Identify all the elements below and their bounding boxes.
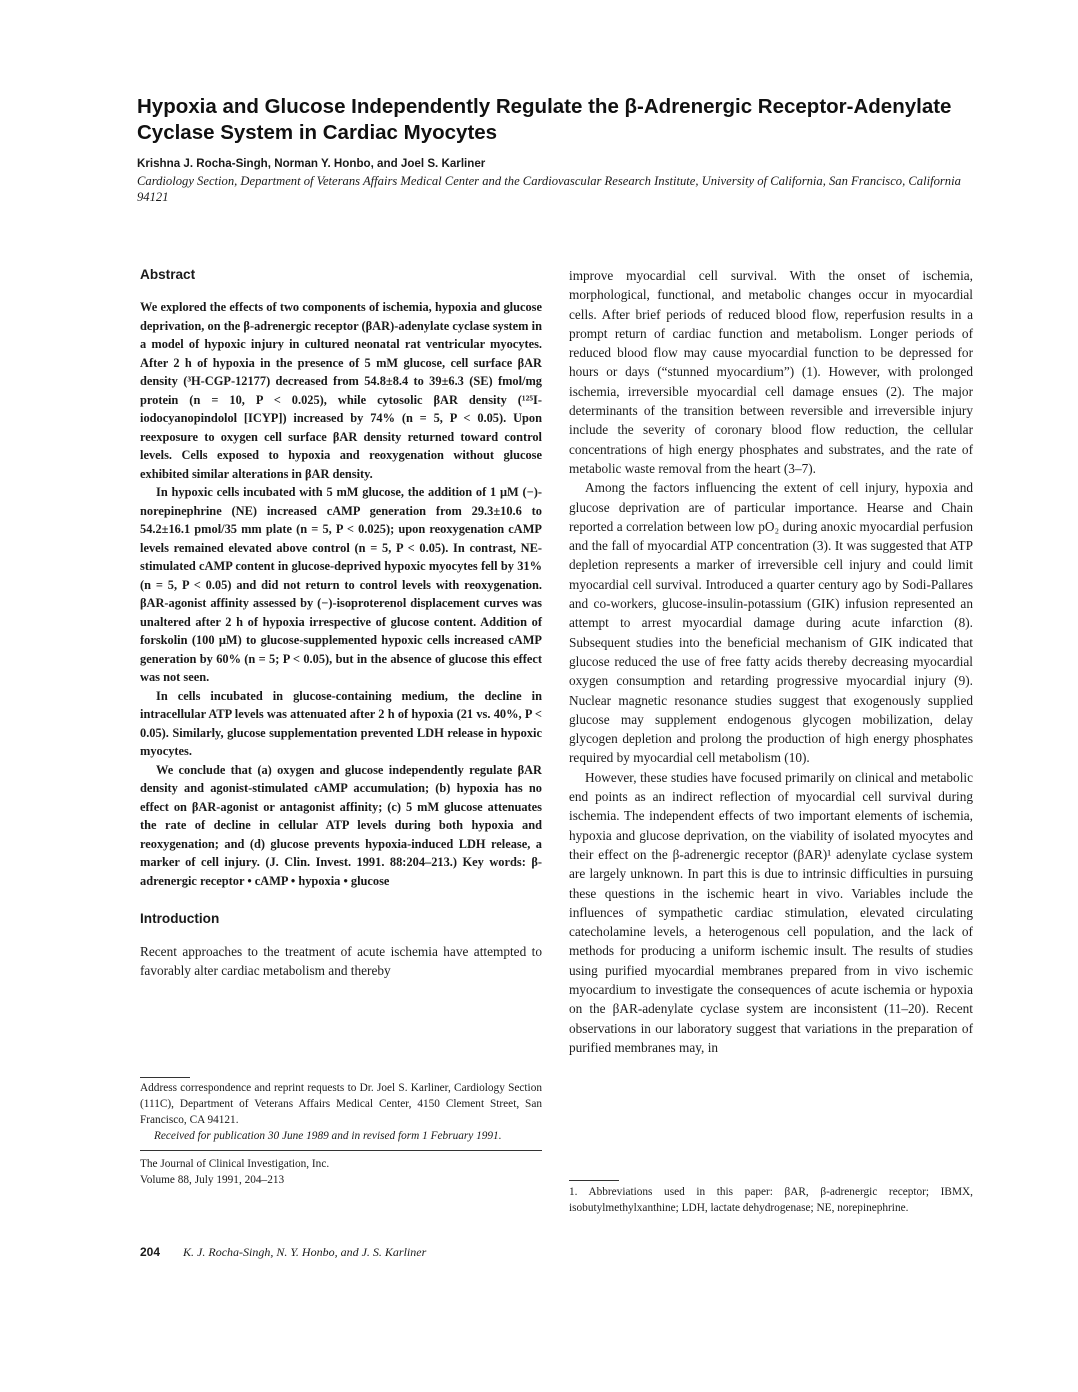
abstract-paragraph: In cells incubated in glucose-containing medium, the decline in intracellular ATP levels was attenuated after 2 h of hypoxia (21 vs. 40%, P < 0.05). Similarly, glucose supplementation prevented LDH release in hypoxic myocytes. [140,688,542,758]
body-paragraph: Among the factors influencing the extent of cell injury, hypoxia and glucose deprivation are of particular importance. Hearse and Chain reported a correlation between low pO₂ during anoxic myocardial perfusion and the fall of myocardial ATP concentration (3). It was suggested that ATP depletion represents a marker of irreversible cell injury and could limit myocardial cell survival. Introduced a quarter century ago by Sodi-Pallares and co-workers, glucose-insulin-potassium (GIK) infusion represented an attempt to arrest myocardial damage during acute infarction (8). Subsequent studies into the beneficial mechanism of GIK indicated that glucose reduced the use of free fatty acids thereby decreasing myocardial oxygen consumption and retarding progressive myocardial injury (9). Nuclear magnetic resonance studies suggest that exogenously supplied glucose may supplement endogenous glycogen mobilization, delay glycogen depletion and prolong the production of high energy phosphates required by myocardial cell metabolism (10). [569,480,973,766]
abstract-paragraph: We explored the effects of two components of ischemia, hypoxia and glucose deprivation, on the β-adrenergic receptor (βAR)-adenylate cyclase system in a model of hypoxic injury in cultured neonatal rat ventricular myocytes. After 2 h of hypoxia in the presence of 5 mM glucose, cell surface βAR density (³H-CGP-12177) decreased from 54.8±8.4 to 39±6.3 (SE) fmol/mg protein (n = 10, P < 0.025), while cytosolic βAR density (¹²⁵I-iodocyanopindolol [ICYP]) increased by 74% (n = 5, P < 0.05). Upon reexposure to oxygen cell surface βAR density returned toward control levels. Cells exposed to hypoxia and reoxygenation without glucose exhibited similar alterations in βAR density. [140,300,542,481]
journal-volume: Volume 88, July 1991, 204–213 [140,1174,285,1186]
received-date: Received for publication 30 June 1989 and in revised form 1 February 1991. [154,1130,502,1142]
article-title: Hypoxia and Glucose Independently Regulate the β-Adrenergic Receptor-Adenylate Cyclase System in Cardiac Myocytes [137,95,952,144]
abstract-paragraph: In hypoxic cells incubated with 5 mM glucose, the addition of 1 μM (−)-norepinephrine (NE) increased cAMP generation from 29.3±10.6 to 54.2±16.1 pmol/35 mm plate (n = 5, P < 0.025); upon reoxygenation cAMP levels remained elevated above control (n = 5, P < 0.05). In contrast, NE-stimulated cAMP content in glucose-deprived hypoxic myocytes fell by 31% (n = 5, P < 0.05) and did not return to control levels with reoxygenation. βAR-agonist affinity assessed by (−)-isoproterenol displacement curves was unaltered after 2 h of hypoxia irrespective of glucose content. Addition of forskolin (100 μM) to glucose-supplemented hypoxic cells increased cAMP generation by 60% (n = 5; P < 0.05), but in the absence of glucose this effect was not seen. [140,485,542,684]
abstract-body [140,298,542,890]
page-number: 204 [140,1245,161,1259]
journal-name: The Journal of Clinical Investigation, Inc. [140,1158,330,1170]
page-footer [140,1244,740,1260]
footnote-rule [569,1180,619,1181]
introduction-body-left [140,942,542,981]
body-paragraph: Recent approaches to the treatment of acute ischemia have attempted to favorably alter cardiac metabolism and thereby [140,944,542,979]
journal-citation [140,1150,542,1188]
left-column [140,266,542,981]
abstract-heading: Abstract [140,267,196,282]
abbreviations-text: 1. Abbreviations used in this paper: βAR, β-adrenergic receptor; IBMX, isobutylmethylxanthine; LDH, lactate dehydrogenase; NE, norepinephrine. [569,1186,973,1214]
affiliation: Cardiology Section, Department of Veterans Affairs Medical Center and the Cardiovascular Research Institute, University of California, San Francisco, California 94121 [137,174,961,204]
abbreviations-footnote [569,1180,973,1216]
correspondence-address: Address correspondence and reprint requests to Dr. Joel S. Karliner, Cardiology Section (111C), Department of Veterans Affairs Medical Center, 4150 Clement Street, San Francisco, CA 94121. [140,1082,542,1126]
body-paragraph: However, these studies have focused primarily on clinical and metabolic end points as an indirect reflection of myocardial cell survival during ischemia. The independent effects of two important elements of ischemia, hypoxia and glucose deprivation, on the viability of isolated myocytes and their effect on the β-adrenergic receptor (βAR)¹ adenylate cyclase system are largely unknown. In part this is due to intrinsic difficulties in pursuing these questions in the ischemic heart in vivo. Variables include the influences of sympathetic cardiac stimulation, elevated circulating catecholamine levels, a heterogenous cell population, and the lack of methods for producing a uniform ischemic insult. The results of studies using purified myocardial membranes prepared from in vivo ischemic myocardium to investigate the consequences of acute ischemia or hypoxia on the βAR-adenylate cyclase system are inconsistent (11–20). Recent observations in our laboratory suggest that variations in the preparation of purified membranes may, in [569,769,973,1055]
abstract-paragraph: We conclude that (a) oxygen and glucose independently regulate βAR density and agonist-stimulated cAMP accumulation; (b) hypoxia has no effect on βAR-agonist or antagonist affinity; (c) 5 mM glucose attenuates the rate of decline in cellular ATP levels during both hypoxia and reoxygenation; and (d) glucose prevents hypoxia-induced LDH release, a marker of cell injury. (J. Clin. Invest. 1991. 88:204–213.) Key words: β-adrenergic receptor • cAMP • hypoxia • glucose [140,762,542,888]
right-column [569,266,973,1057]
introduction-body-right [569,266,973,1057]
running-head: K. J. Rocha-Singh, N. Y. Honbo, and J. S. Karliner [183,1245,427,1259]
footnote-rule [140,1077,190,1078]
body-paragraph: improve myocardial cell survival. With the onset of ischemia, morphological, functional, and metabolic changes occur in myocardial cells. After brief periods of reduced blood flow, reperfusion results in a prompt return of cardiac function and metabolism. Longer periods of reduced blood flow may cause myocardial function to be depressed for hours or days (“stunned myocardium”) (1). However, with prolonged ischemia, irreversible myocardial cell damage ensues (2). The major determinants of the transition between reversible and irreversible injury include the severity of coronary blood flow reduction, the cellular concentrations of high energy phosphates and substrates, and the rate of metabolic waste removal from the heart (3–7). [569,268,973,476]
correspondence-footnote [140,1077,542,1188]
introduction-heading: Introduction [140,911,220,926]
author-list: Krishna J. Rocha-Singh, Norman Y. Honbo, and Joel S. Karliner [137,157,486,170]
